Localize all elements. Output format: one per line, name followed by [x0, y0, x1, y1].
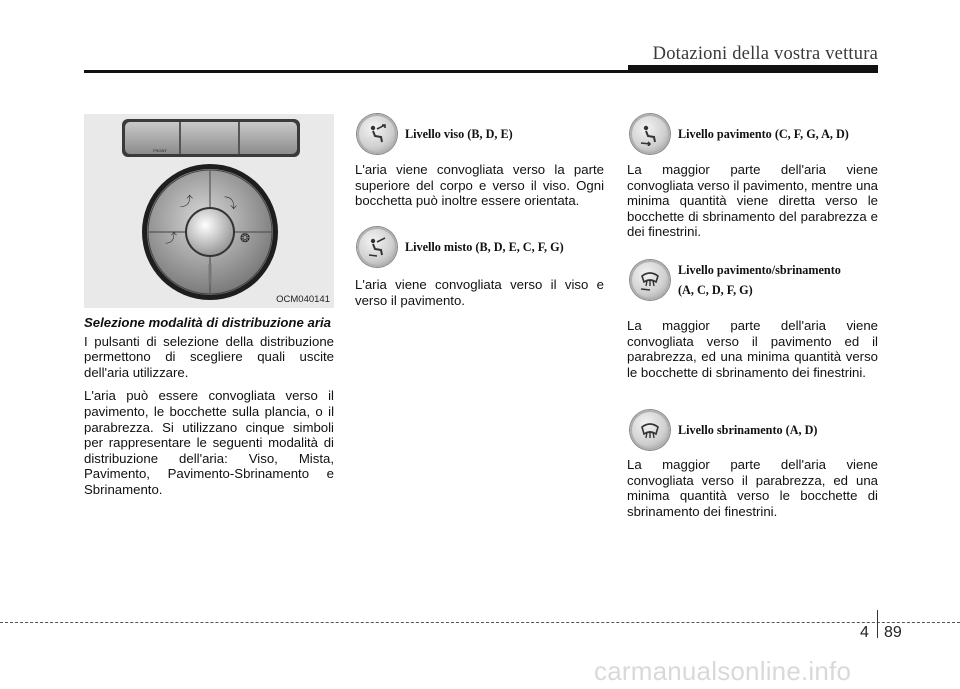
- mode-label: Livello misto (B, D, E, C, F, G): [405, 240, 564, 254]
- svg-text:⤴: ⤴: [165, 231, 178, 245]
- mode-label: Livello sbrinamento (A, D): [678, 423, 818, 437]
- mode-description: La maggior parte dell'aria viene convogliata verso il pavimento, mentre una minima quantità viene diretta verso le bocchette di sbrinamento del parabrezza e dei finestrini.: [627, 162, 878, 240]
- mode-label: Livello pavimento (C, F, G, A, D): [678, 127, 849, 141]
- front-label: FRONT: [153, 148, 167, 153]
- mode-defrost: [630, 410, 817, 450]
- page-number: 89: [884, 624, 902, 641]
- face-vent-icon: [357, 114, 397, 154]
- mode-label: Livello pavimento/sbrinamento (A, C, D, F, G): [678, 263, 841, 297]
- mode-face: [357, 114, 513, 154]
- svg-text:❂: ❂: [240, 231, 251, 245]
- watermark: carmanualsonline.info: [594, 656, 852, 686]
- svg-text:⤴: ⤴: [180, 195, 194, 210]
- mode-floor: [630, 114, 849, 154]
- mode-description: La maggior parte dell'aria viene convogliata verso il pavimento ed il parabrezza, ed una minima quantità verso le bocchette di sbrinamento dei finestrini.: [627, 318, 878, 380]
- paragraph: L'aria può essere convogliata verso il pavimento, le bocchette sulla plancia, o il parabrezza. Si utilizzano cinque simboli per rappresentare le seguenti modalità di distribuzione dell'aria: Viso, Mista, Pavimento, Pavimento-Sbrinamento e Sbrinamento.: [84, 388, 334, 497]
- mode-description: L'aria viene convogliata verso la parte superiore del corpo e verso il viso. Ogni bocchetta può inoltre essere orientata.: [355, 162, 604, 209]
- header-rule: [84, 70, 878, 73]
- floor-vent-icon: [630, 114, 670, 154]
- bi-level-vent-icon: [357, 227, 397, 267]
- defrost-icon: [630, 410, 670, 450]
- footer-rule: [0, 622, 960, 623]
- header-title: Dotazioni della vostra vettura: [652, 44, 878, 64]
- paragraph: I pulsanti di selezione della distribuzione permettono di scegliere quali uscite dell'aria utilizzare.: [84, 333, 334, 380]
- svg-text:⤵: ⤵: [224, 197, 238, 212]
- left-column: [84, 315, 334, 506]
- section-title: Selezione modalità di distribuzione aria: [84, 315, 331, 330]
- floor-defrost-icon: [630, 260, 670, 300]
- mode-bilevel: [357, 227, 564, 267]
- climate-knob-illustration: [84, 114, 334, 308]
- chapter-number: 4: [860, 624, 869, 641]
- climate-control-photo: [84, 114, 334, 308]
- mode-label: Livello viso (B, D, E): [405, 127, 513, 141]
- mode-description: L'aria viene convogliata verso il viso e verso il pavimento.: [355, 277, 604, 308]
- photo-code: OCM040141: [276, 294, 330, 305]
- mode-description: La maggior parte dell'aria viene convogliata verso il parabrezza, ed una minima quantità verso le bocchette di sbrinamento dei finestrini.: [627, 457, 878, 519]
- mode-floor-defrost: [630, 260, 841, 300]
- footer-separator: [877, 610, 878, 638]
